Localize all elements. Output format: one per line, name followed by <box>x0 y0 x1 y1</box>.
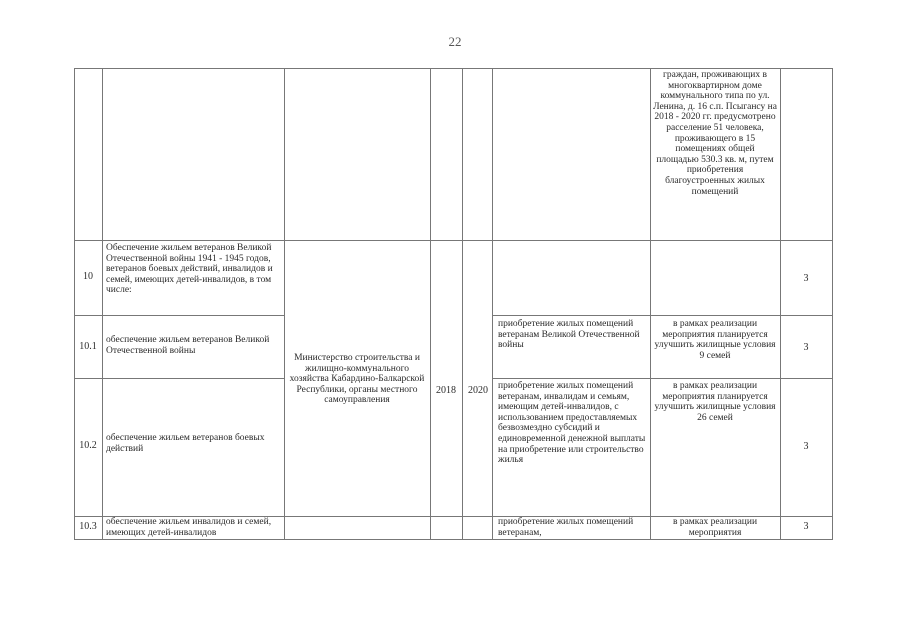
table-top-border <box>74 68 832 69</box>
measure-name-cell: обеспечение жильем ветеранов боевых действий <box>106 433 265 454</box>
year-end-cell: 2020 <box>468 386 488 396</box>
col-divider <box>462 68 463 540</box>
col-divider <box>832 68 833 540</box>
row-divider <box>74 378 284 379</box>
row-number: 10.1 <box>79 342 97 352</box>
year-start-cell: 2018 <box>436 386 456 396</box>
row-number: 10 <box>83 272 93 282</box>
col-divider <box>492 68 493 540</box>
col-divider <box>780 68 781 540</box>
row-divider <box>74 240 832 241</box>
row-divider <box>74 315 284 316</box>
result-cell: в рамках реализации мероприятия планируется улучшить жилищные условия 26 семей <box>654 381 776 423</box>
col-divider <box>284 68 285 540</box>
measure-content-cell: приобретение жилых помещений ветеранам, <box>498 517 634 538</box>
result-cell: граждан, проживающих в многоквартирном доме коммунального типа по ул. Ленина, д. 16 с.п. Псыгансу на 2018 - 2020 гг. предусмотрено расселение 51 человека, проживающего в 15 помещениях общей площадью 530.3 кв. м, путем приобретения благоустроенных жилых помещений <box>653 70 777 197</box>
measure-name-cell: обеспечение жильем ветеранов Великой Отечественной войны <box>106 335 270 356</box>
indicator-cell: 3 <box>803 442 809 452</box>
measure-content-cell: приобретение жилых помещений ветеранам Великой Отечественной войны <box>498 319 640 351</box>
result-cell: в рамках реализации мероприятия планируется улучшить жилищные условия 9 семей <box>654 319 776 361</box>
table-bottom-border <box>74 539 832 540</box>
measure-name-cell: Обеспечение жильем ветеранов Великой Отечественной войны 1941 - 1945 годов, ветеранов боевых действий, инвалидов и семей, имеющих детей-инвалидов, в том числе: <box>106 243 273 296</box>
executor-cell: Министерство строительства и жилищно-коммунального хозяйства Кабардино-Балкарской Республики, органы местного самоуправления <box>289 353 425 406</box>
measure-name-cell: обеспечение жильем инвалидов и семей, имеющих детей-инвалидов <box>106 517 272 538</box>
col-divider <box>430 68 431 540</box>
row-divider <box>492 315 832 316</box>
indicator-cell: 3 <box>803 522 809 532</box>
page-number: 22 <box>448 34 462 49</box>
col-divider <box>74 68 75 540</box>
col-divider <box>102 68 103 540</box>
measure-content-cell: приобретение жилых помещений ветеранам, инвалидам и семьям, имеющим детей-инвалидов, с использованием предоставляемых безвозмездно субсидий и единовременной денежной выплаты на приобретение или строительство жилья <box>498 381 646 466</box>
result-cell: в рамках реализации мероприятия <box>672 517 758 538</box>
row-number: 10.2 <box>79 441 97 451</box>
indicator-cell: 3 <box>803 343 809 353</box>
row-number: 10.3 <box>79 522 97 532</box>
row-divider <box>492 378 832 379</box>
indicator-cell: 3 <box>803 274 809 284</box>
col-divider <box>650 68 651 540</box>
